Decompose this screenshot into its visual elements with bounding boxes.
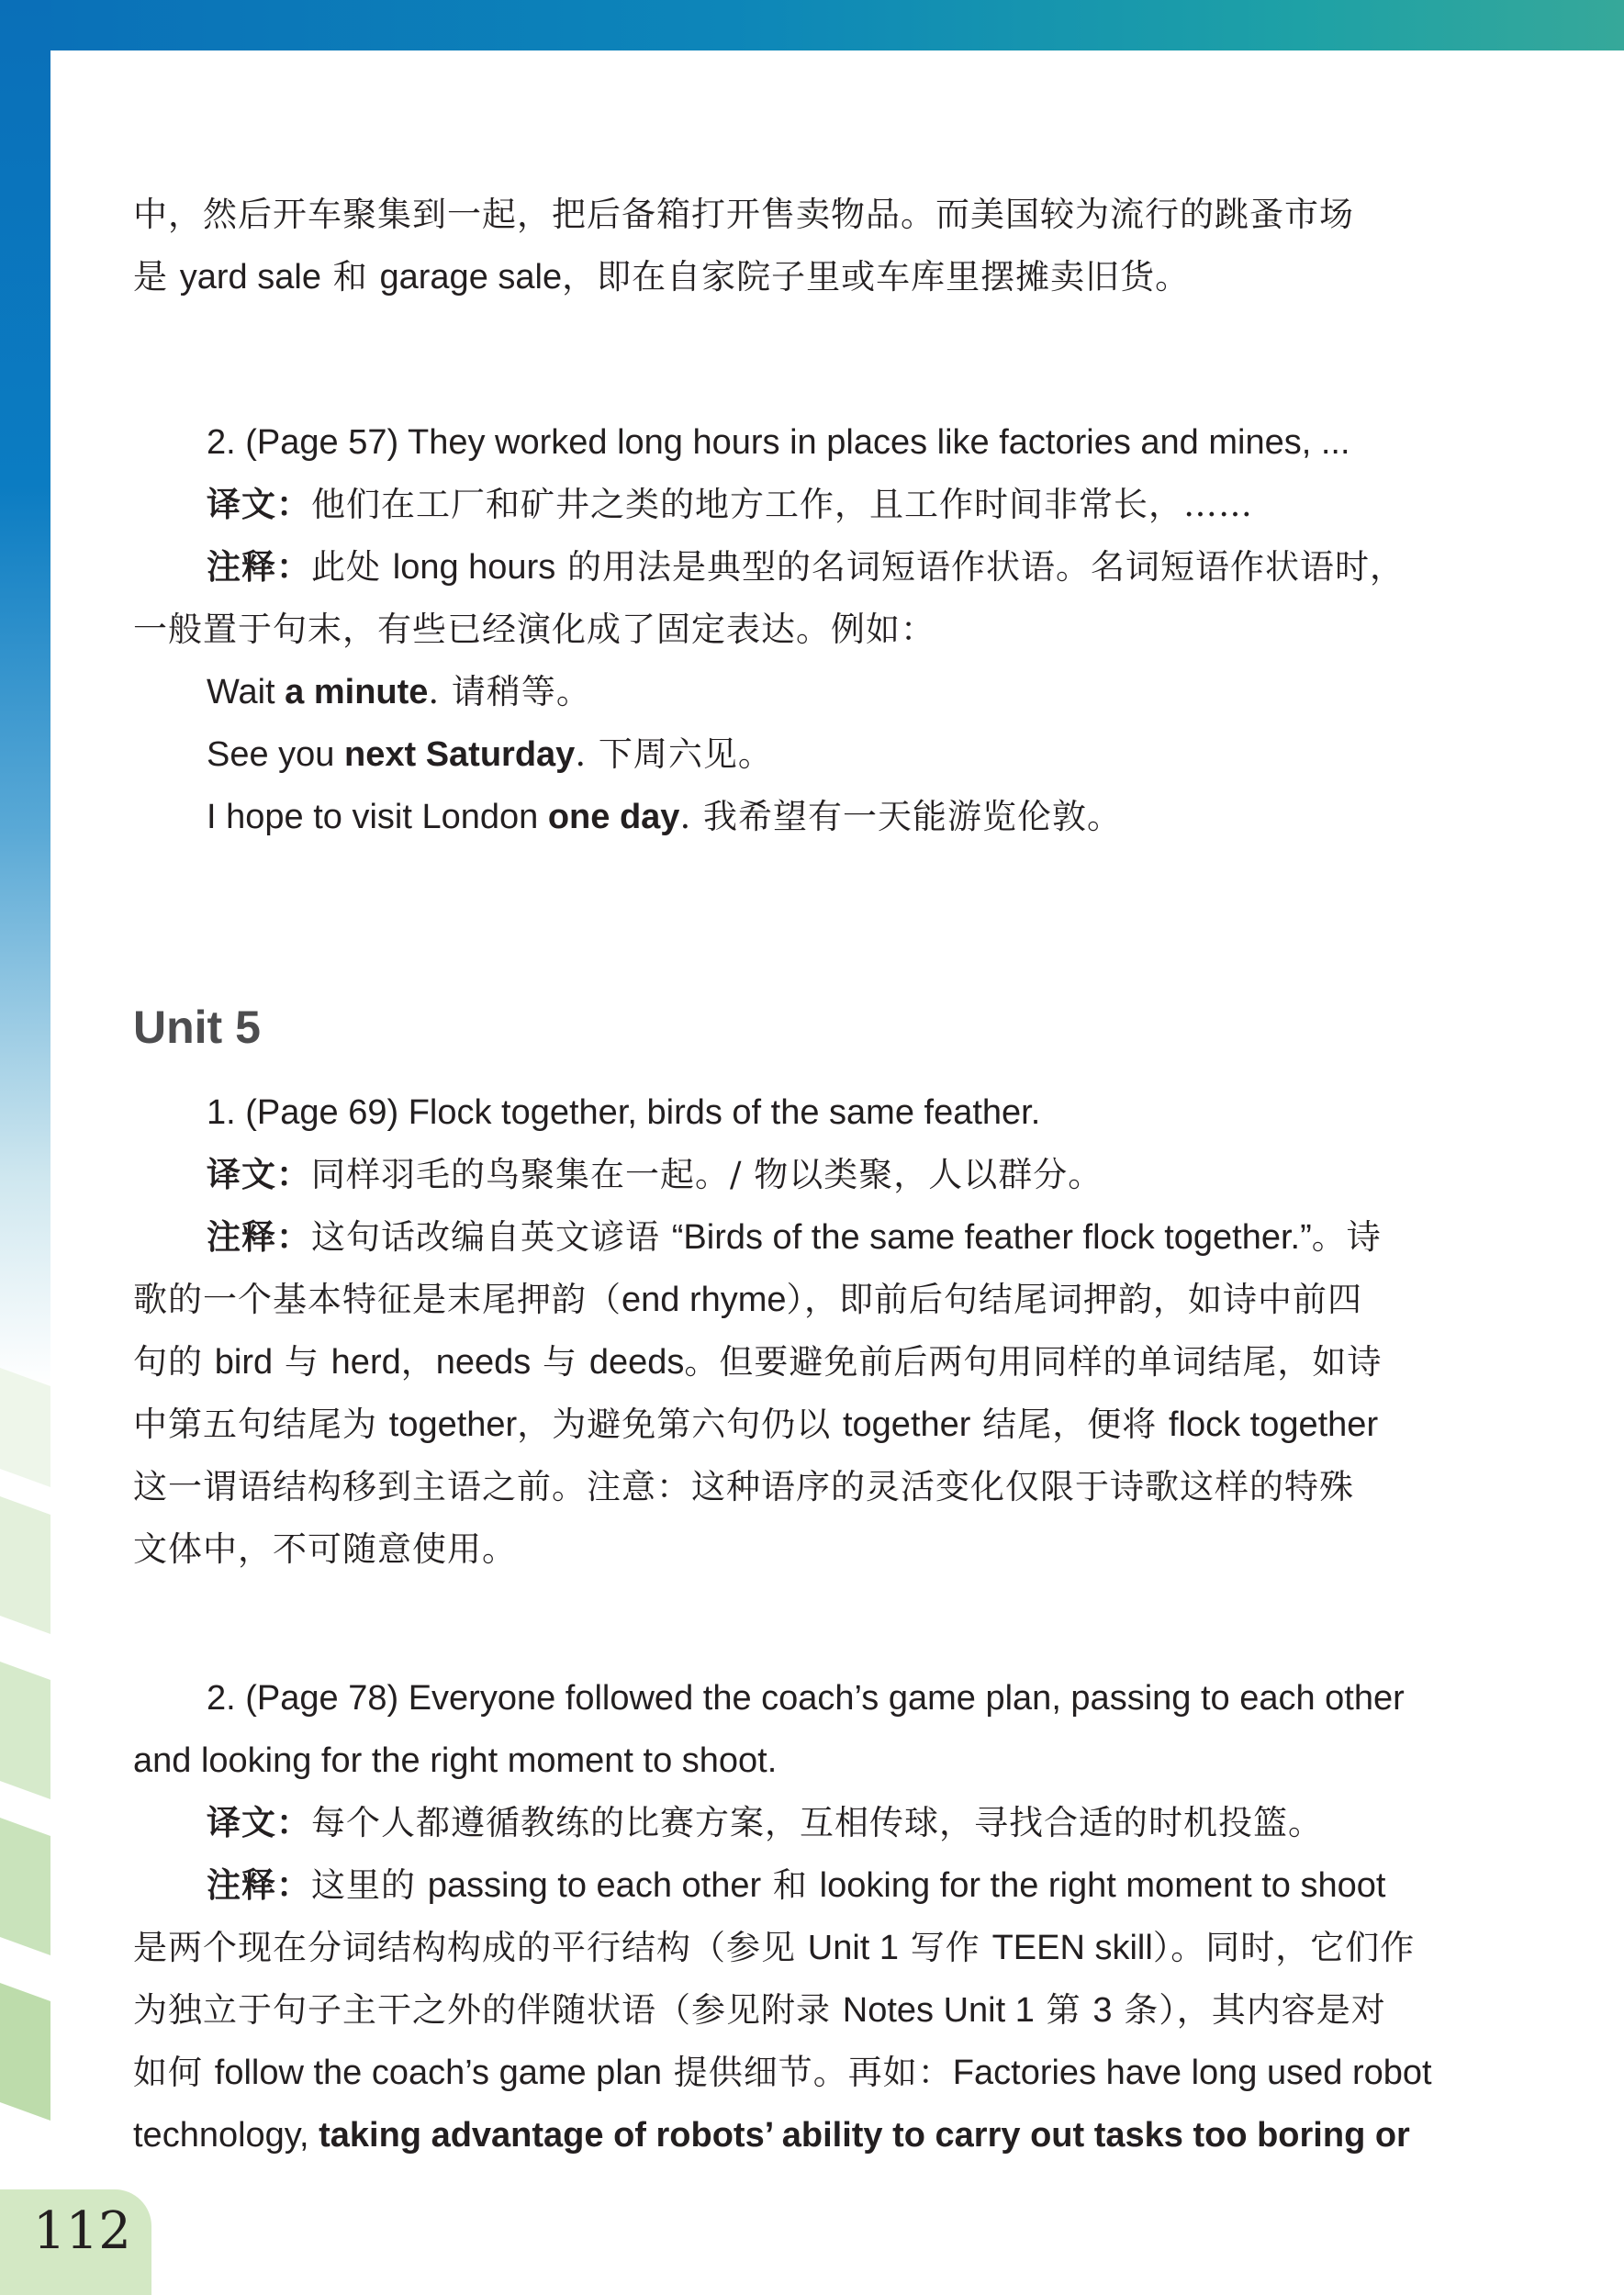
example-1: Wait a minute. 请稍等。 [207, 672, 591, 711]
unit5-item1-note-line-4: 中第五句结尾为 together，为避免第六句仍以 together 结尾，便将 flock together [133, 1405, 1379, 1444]
unit5-item2-note-line-2: 是两个现在分词结构构成的平行结构（参见 Unit 1 写作 TEEN skill）。同时，它们作 [133, 1928, 1416, 1967]
example-2: See you next Saturday. 下周六见。 [207, 734, 773, 774]
unit4-item2-note-line-1: 注释：此处 long hours 的用法是典型的名词短语作状语。名词短语作状语时， [207, 547, 1405, 587]
left-chevron-decoration [0, 1359, 55, 2203]
unit5-item2-sentence-line-1: 2. (Page 78) Everyone followed the coach’s game plan, passing to each other [207, 1679, 1405, 1718]
unit4-item2-translation: 译文：他们在工厂和矿井之类的地方工作，且工作时间非常长，…… [207, 485, 1253, 524]
unit5-item2-translation: 译文：每个人都遵循教练的比赛方案，互相传球，寻找合适的时机投篮。 [207, 1803, 1323, 1842]
unit5-item1-sentence: 1. (Page 69) Flock together, birds of the same feather. [207, 1093, 1041, 1132]
intro-line-1: 中，然后开车聚集到一起，把后备箱打开售卖物品。而美国较为流行的跳蚤市场 [133, 195, 1354, 234]
unit5-item2-note-line-1: 注释：这里的 passing to each other 和 looking for the right moment to shoot [207, 1865, 1386, 1905]
unit4-item2-note-line-2: 一般置于句末，有些已经演化成了固定表达。例如： [133, 610, 935, 649]
unit5-item2-note-line-4: 如何 follow the coach’s game plan 提供细节。再如：Factories have long used robot [133, 2053, 1432, 2092]
intro-line-2: 是 yard sale 和 garage sale，即在自家院子里或车库里摆摊卖旧货。 [133, 257, 1191, 297]
unit5-item2-note-line-3: 为独立于句子主干之外的伴随状语（参见附录 Notes Unit 1 第 3 条），其内容是对 [133, 1990, 1386, 2030]
unit5-item1-note-line-2: 歌的一个基本特征是末尾押韵（end rhyme），即前后句结尾词押韵，如诗中前四 [133, 1280, 1363, 1319]
page-number: 112 [33, 2201, 131, 2261]
left-color-band [0, 0, 50, 1386]
unit5-item1-note-line-3: 句的 bird 与 herd，needs 与 deeds。但要避免前后两句用同样的单词结尾，如诗 [133, 1342, 1383, 1382]
unit5-item1-translation: 译文：同样羽毛的鸟聚集在一起。/ 物以类聚，人以群分。 [207, 1155, 1103, 1194]
top-color-band [0, 0, 1624, 50]
unit5-item1-note-line-5: 这一谓语结构移到主语之前。注意：这种语序的灵活变化仅限于诗歌这样的特殊 [133, 1467, 1354, 1506]
unit5-item1-note-line-1: 注释：这句话改编自英文谚语 “Birds of the same feather flock together.”。诗 [207, 1217, 1382, 1257]
unit4-item2-sentence: 2. (Page 57) They worked long hours in places like factories and mines, ... [207, 423, 1350, 462]
example-3: I hope to visit London one day. 我希望有一天能游览伦敦。 [207, 797, 1122, 836]
unit5-item2-note-line-5: technology, taking advantage of robots’ ability to carry out tasks too boring or [133, 2116, 1410, 2155]
unit5-item1-note-line-6: 文体中，不可随意使用。 [133, 1529, 517, 1569]
unit5-item2-sentence-line-2: and looking for the right moment to shoot. [133, 1741, 778, 1780]
unit-5-heading: Unit 5 [133, 1002, 261, 1053]
